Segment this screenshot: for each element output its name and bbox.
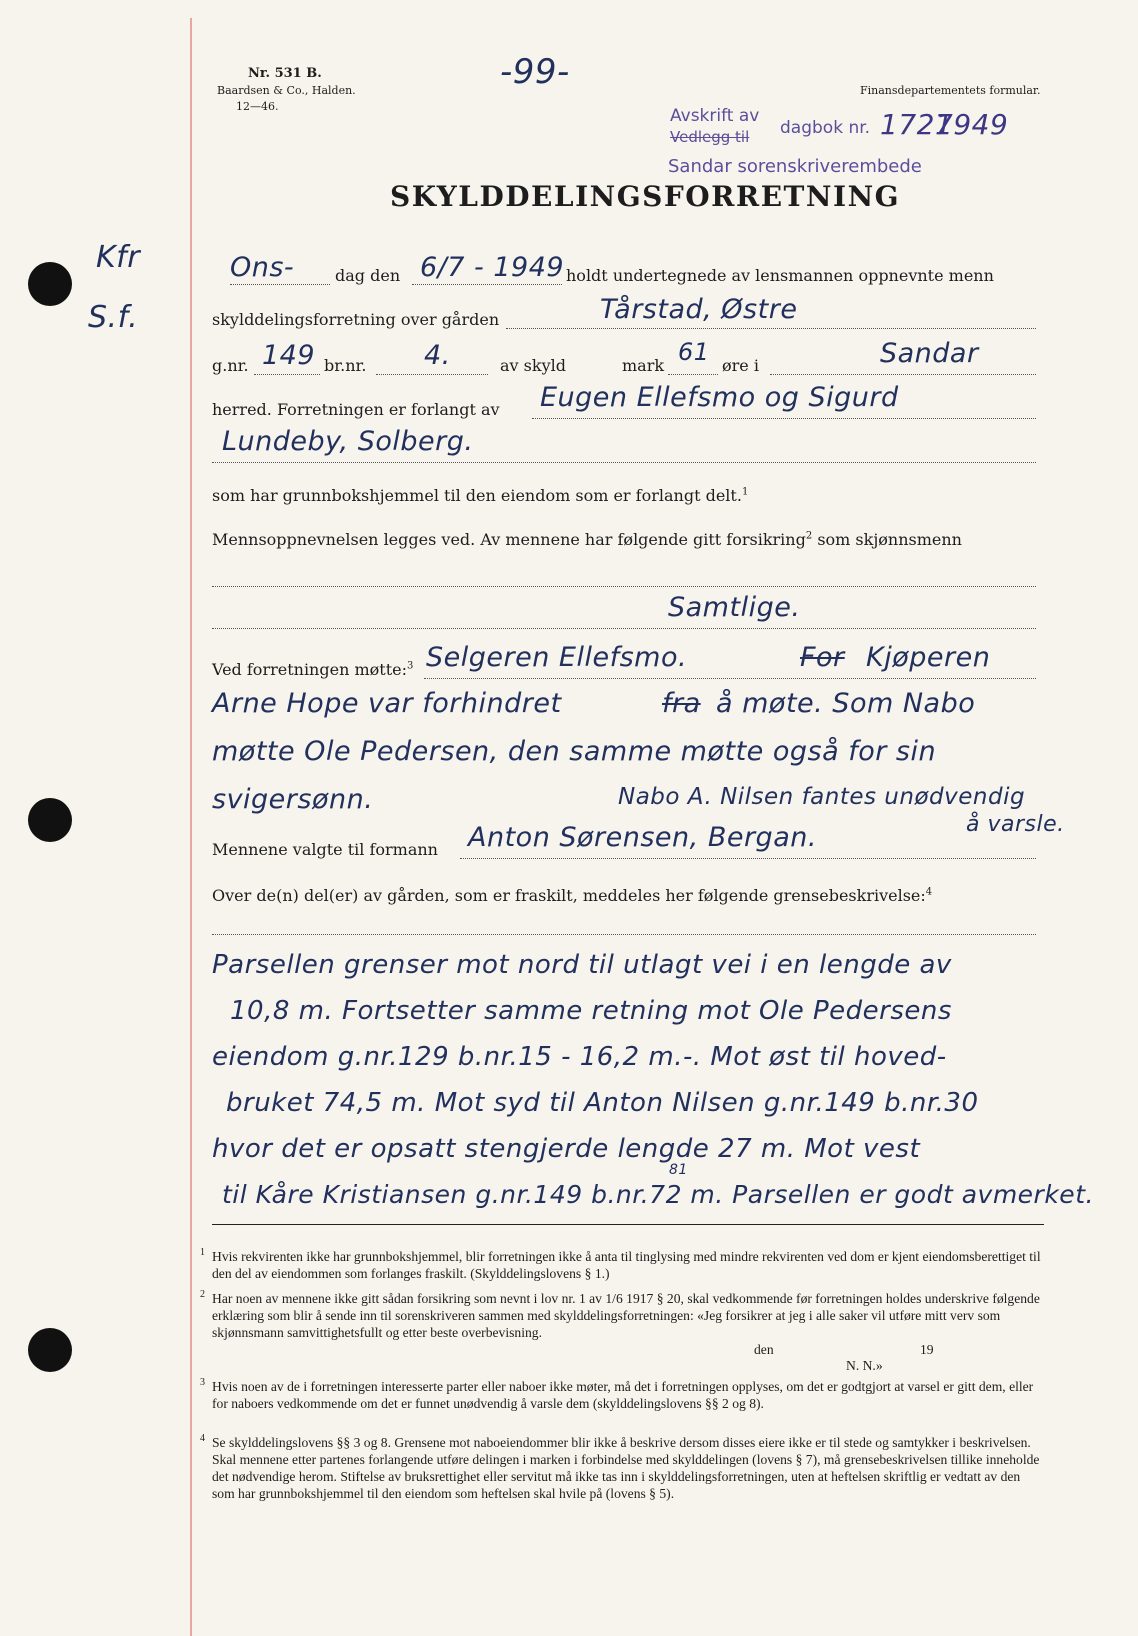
print-date: 12—46. xyxy=(236,100,279,113)
fill-line xyxy=(424,678,1036,679)
text-ved-forretningen: Ved forretningen møtte:$^3$ xyxy=(212,660,414,679)
text-formann: Mennene valgte til formann xyxy=(212,840,438,859)
attendance-value-5: å varsle. xyxy=(966,812,1065,837)
fill-line xyxy=(506,328,1036,329)
attendance-value-1c: Kjøperen xyxy=(866,642,991,673)
chairman-value: Anton Sørensen, Bergan. xyxy=(468,822,817,853)
fill-line xyxy=(668,374,718,375)
fill-line xyxy=(532,418,1036,419)
text-brnr: br.nr. xyxy=(324,356,367,375)
text-gnr: g.nr. xyxy=(212,356,249,375)
text-dag-den: dag den xyxy=(335,266,401,285)
text-mark: mark xyxy=(622,356,665,375)
assurance-value: Samtlige. xyxy=(668,592,801,623)
footnote-3: 3 Hvis noen av de i forretningen interesserte parter eller naboer ikke møter, må det i forretningen opplyses, om det er godtgjort at varsel er gitt dem, eller for naboers vedkommende om det er funnet unødvendig å varsle dem (skylddelingslovens §§ 2 og 8). xyxy=(200,1377,1034,1411)
journal-year: 1949 xyxy=(935,108,1009,141)
date-value: 6/7 - 1949 xyxy=(420,252,565,283)
attendance-value-1a: Selgeren Ellefsmo. xyxy=(426,642,688,673)
boundary-line: eiendom g.nr.129 b.nr.15 - 16,2 m.-. Mot øst til hoved- xyxy=(212,1042,947,1072)
boundary-line: til Kåre Kristiansen g.nr.149 b.nr.72 m. Parsellen er godt avmerket. xyxy=(222,1180,1094,1209)
fill-line xyxy=(376,374,488,375)
document-title: SKYLDDELINGSFORRETNING xyxy=(390,180,901,213)
weekday-value: Ons- xyxy=(230,252,295,283)
footnote-1: 1 Hvis rekvirenten ikke har grunnbokshjemmel, blir forretningen ikke å anta til tinglysing med mindre rekvirenten ved dom er kjent eiendomsberettiget til den del av eiendommen som forlanges fraskilt. (Skylddelingslovens § 1.) xyxy=(200,1247,1041,1281)
stamp-journal-label: dagbok nr. xyxy=(780,118,871,138)
text-over-delen: Over de(n) del(er) av gården, som er fraskilt, meddeles her følgende grensebeskrivelse:$^4$ xyxy=(212,886,933,905)
form-number: Nr. 531 B. xyxy=(248,66,322,81)
text-ore-i: øre i xyxy=(722,356,759,375)
fill-line xyxy=(412,284,562,285)
footnote-2-year: 19 xyxy=(920,1342,934,1357)
boundary-line: Parsellen grenser mot nord til utlagt vei i en lengde av xyxy=(212,950,952,980)
margin-note: Kfr xyxy=(96,240,141,275)
gnr-value: 149 xyxy=(262,340,316,371)
fill-line xyxy=(254,374,320,375)
attendance-value-2a: Arne Hope var forhindret xyxy=(212,688,562,719)
attendance-value-2c: å møte. Som Nabo xyxy=(716,688,976,719)
attendance-value-2b: fra xyxy=(662,688,701,719)
boundary-superscript: 81 xyxy=(669,1162,688,1178)
footnote-2: 2 Har noen av mennene ikke gitt sådan forsikring som nevnt i lov nr. 1 av 1/6 1917 § 20, skal vedkommende før forretningen holdes underskrive følgende erklæring som blir å sende inn til sorenskriveren sammen med skylddelingsforretningen: «Jeg forsikrer at jeg i alle saker vil utføre mitt verv som skjønnsmann samvittighetsfullt og etter beste overbevisning. xyxy=(200,1289,1040,1340)
fill-line xyxy=(460,858,1036,859)
ore-value: 61 xyxy=(678,338,710,366)
boundary-line: hvor det er opsatt stengjerde lengde 27 m. Mot vest xyxy=(212,1134,921,1164)
journal-number: 1727 xyxy=(880,108,954,141)
margin-note: S.f. xyxy=(88,300,139,335)
text-holdt: holdt undertegnede av lensmannen oppnevnte menn xyxy=(566,266,994,285)
fill-line xyxy=(212,586,1036,587)
footnote-2-den: den xyxy=(754,1342,774,1357)
attendance-value-3: møtte Ole Pedersen, den samme møtte også for sin xyxy=(212,736,937,767)
fill-line xyxy=(212,462,1036,463)
attendance-value-1b: For xyxy=(800,642,845,673)
text-mennsoppnevnelse: Mennsoppnevnelsen legges ved. Av mennene har følgende gitt forsikring$^2$ som skjønnsmenn xyxy=(212,530,962,549)
text-over-garden: skylddelingsforretning over gården xyxy=(212,310,500,329)
boundary-line: bruket 74,5 m. Mot syd til Anton Nilsen g.nr.149 b.nr.30 xyxy=(226,1088,979,1118)
fill-line xyxy=(212,628,1036,629)
text-av-skyld: av skyld xyxy=(500,356,566,375)
boundary-line: 10,8 m. Fortsetter samme retning mot Ole Pedersens xyxy=(230,996,952,1026)
stamp-copy-label: Avskrift av xyxy=(670,106,760,126)
stamp-office: Sandar sorenskriverembede xyxy=(668,156,922,177)
page-number: -99- xyxy=(500,52,570,92)
margin-rule xyxy=(190,18,192,1636)
printer-name: Baardsen & Co., Halden. xyxy=(217,84,356,97)
text-grunnbok: som har grunnbokshjemmel til den eiendom som er forlangt delt.$^1$ xyxy=(212,486,749,505)
ministry-form-label: Finansdepartementets formular. xyxy=(860,84,1041,97)
fill-line xyxy=(770,374,1036,375)
text-herred: herred. Forretningen er forlangt av xyxy=(212,400,500,419)
requester-value-2: Lundeby, Solberg. xyxy=(222,426,474,457)
fill-line xyxy=(230,284,330,285)
stamp-attachment-label: Vedlegg til xyxy=(670,128,750,146)
requester-value-1: Eugen Ellefsmo og Sigurd xyxy=(540,382,899,413)
brnr-value: 4. xyxy=(424,340,451,371)
attendance-value-4a: svigersønn. xyxy=(212,784,374,815)
municipality-value: Sandar xyxy=(880,338,979,369)
footnote-4: 4 Se skylddelingslovens §§ 3 og 8. Grensene mot naboeiendommer blir ikke å beskrive dersom disses eiere ikke er til stede og samtykker i beskrivelsen. Skal mennene etter partenes forlangende utføre delingen i marken i forbindelse med skylddelingen (lovens § 7), må grensebeskrivelsen tillike inneholde det nødvendige herom. Stiftelse av bruksrettighet eller servitut må ikke tas inn i skylddelingsforretningen, uten at heftelsen skriftlig er vedtatt av den som har grunnbokshjemmel til den eiendom som heftelsen skal hvile på (lovens § 5). xyxy=(200,1433,1040,1501)
punch-hole xyxy=(28,798,72,842)
farm-name-value: Tårstad, Østre xyxy=(600,294,798,325)
punch-hole xyxy=(28,1328,72,1372)
attendance-value-4b: Nabo A. Nilsen fantes unødvendig xyxy=(618,784,1026,810)
fill-line xyxy=(212,934,1036,935)
footnote-separator xyxy=(212,1224,1044,1225)
punch-hole xyxy=(28,262,72,306)
footnote-2-signature: N. N.» xyxy=(846,1358,883,1373)
